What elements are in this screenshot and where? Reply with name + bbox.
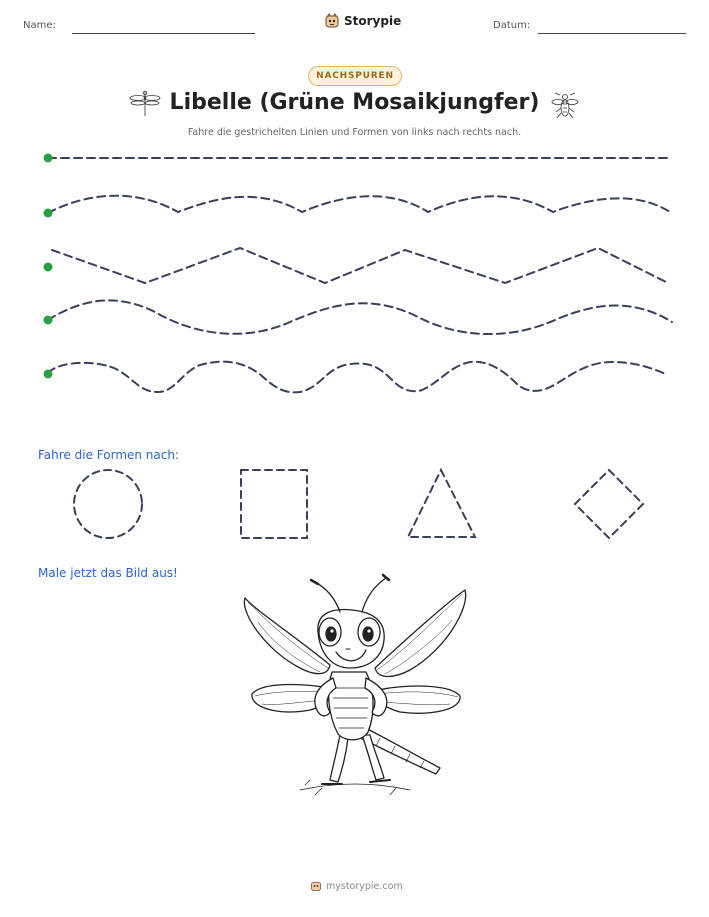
upper-left-wing [244, 598, 330, 674]
left-leg [330, 735, 348, 782]
lower-right-wing [377, 686, 460, 713]
date-label: Datum: [493, 20, 531, 31]
storypie-footer-logo-icon [310, 880, 322, 892]
right-antenna [362, 578, 386, 612]
instructions: Fahre die gestrichelten Linien und Formen von links nach rechts nach. [187, 127, 522, 138]
footer [310, 880, 403, 892]
shapes-label: Fahre die Formen nach: [38, 448, 180, 462]
footer-url[interactable]: mystorypie.com [326, 880, 403, 892]
name-label: Name: [23, 20, 56, 31]
page-title: Libelle (Grüne Mosaikjungfer) [169, 90, 540, 115]
coloring-label: Male jetzt das Bild aus! [38, 566, 178, 580]
brand-name: Storypie [344, 14, 402, 28]
left-antenna [315, 582, 340, 612]
category-badge: NACHSPUREN [308, 66, 402, 86]
